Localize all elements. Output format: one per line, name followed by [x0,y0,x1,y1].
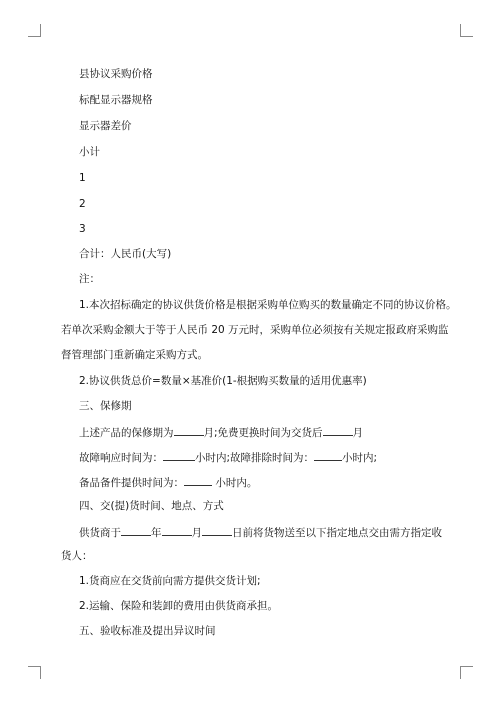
spare-text-b: 小时内。 [212,477,258,489]
page-corner-mark-bottom-left [28,666,41,679]
blank-day [202,524,232,536]
warranty-text-a: 上述产品的保修期为 [79,427,174,439]
line-spare-parts [79,474,257,490]
fault-text-a: 故障响应时间为： [79,452,163,464]
spare-text-a: 备品备件提供时间为： [79,477,184,489]
line-county-agreement-price: 县协议采购价格 [79,68,153,80]
delivery-text-c: 月 [191,527,202,539]
line-delivery-date [79,524,442,540]
delivery-text-b: 年 [151,527,162,539]
line-subtotal: 小计 [79,146,100,158]
heading-acceptance: 五、验收标准及提出异议时间 [79,625,216,637]
delivery-text-a: 供货商于 [79,527,121,539]
blank-spare-hours [184,474,212,486]
line-fault-response [79,449,377,465]
line-note-1-cont-a: 若单次采购金额大于等于人民币 20 万元时，采购单位必须按有关规定报政府采购监 [61,324,449,336]
line-warranty-terms [79,424,363,440]
blank-warranty-months [174,424,204,436]
heading-warranty-period: 三、保修期 [79,400,132,412]
blank-year [121,524,151,536]
page-corner-mark-bottom-right [460,666,473,679]
blank-repair-hours [314,449,342,461]
delivery-text-d: 日前将货物送至以下指定地点交由需方指定收 [232,527,442,539]
line-total-in-words: 合计：人民币(大写) [79,248,172,260]
blank-replacement-months [323,424,353,436]
page-corner-mark-top-left [28,24,41,37]
fault-text-b: 小时内;故障排除时间为： [195,452,315,464]
line-delivery-item-2: 2.运输、保险和装卸的费用由供货商承担。 [79,600,279,612]
line-delivery-item-1: 1.货商应在交货前向需方提供交货计划; [79,575,261,587]
warranty-text-b: 月;免费更换时间为交货后 [203,427,323,439]
blank-response-hours [163,449,195,461]
line-monitor-price-difference: 显示器差价 [79,120,132,132]
warranty-text-c: 月 [352,427,364,439]
line-notes-heading: 注： [79,273,100,285]
line-note-1-cont-b: 督管理部门重新确定采购方式。 [61,349,208,361]
line-note-1: 1.本次招标确定的协议供货价格是根据采购单位购买的数量确定不同的协议价格。 [79,299,457,311]
line-standard-monitor-spec: 标配显示器规格 [79,94,153,106]
line-delivery-recipient: 货人： [61,550,93,562]
fault-text-c: 小时内; [342,452,378,464]
line-note-2: 2.协议供货总价=数量×基准价(1-根据购买数量的适用优惠率) [79,375,367,387]
page-corner-mark-top-right [460,24,473,37]
line-number-3: 3 [79,223,86,235]
line-number-2: 2 [79,198,86,210]
line-number-1: 1 [79,172,86,184]
blank-month [162,524,192,536]
heading-delivery: 四、交(提)货时间、地点、方式 [79,500,224,512]
